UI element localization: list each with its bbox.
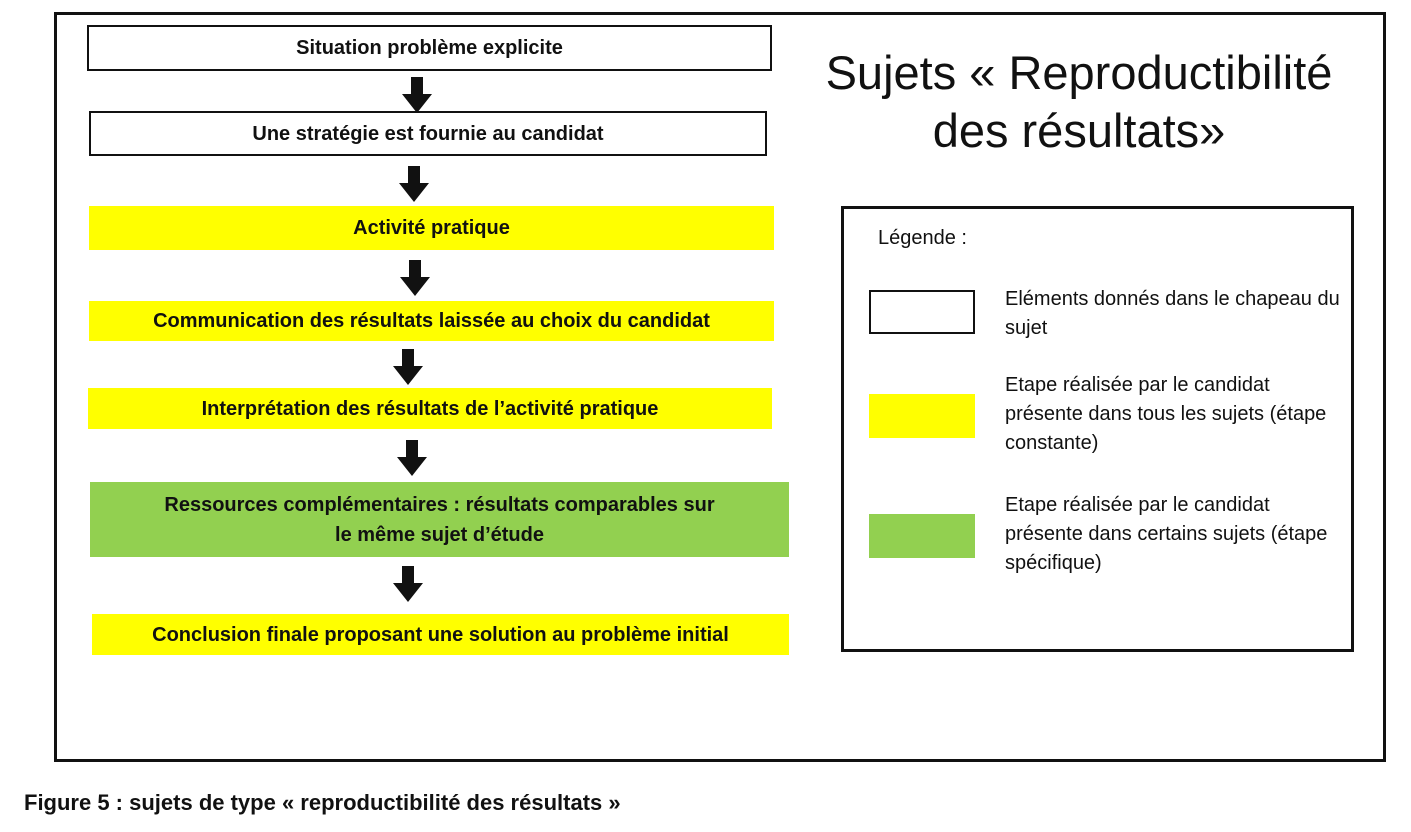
down-arrow-icon <box>402 77 432 113</box>
legend-swatch-specific <box>869 514 975 558</box>
down-arrow-icon <box>397 440 427 476</box>
down-arrow-icon <box>399 166 429 202</box>
down-arrow-icon <box>400 260 430 296</box>
step-ressources-complementaires: Ressources complémentaires : résultats comparables sur le même sujet d’étude <box>90 482 789 557</box>
diagram-title: Sujets « Reproductibilité des résultats» <box>825 46 1333 157</box>
legend-swatch-given <box>869 290 975 334</box>
figure-caption: Figure 5 : sujets de type « reproductibilité des résultats » <box>24 790 621 815</box>
step-activite-pratique: Activité pratique <box>89 206 774 250</box>
legend-text-given: Eléments donnés dans le chapeau du sujet <box>1005 288 1340 339</box>
step-situation-probleme: Situation problème explicite <box>87 25 772 71</box>
step-communication-resultats: Communication des résultats laissée au choix du candidat <box>89 301 774 341</box>
step-interpretation-resultats: Interprétation des résultats de l’activité pratique <box>88 388 772 429</box>
down-arrow-icon <box>393 566 423 602</box>
legend-title: Légende : <box>878 227 967 249</box>
step-conclusion-finale: Conclusion finale proposant une solution au problème initial <box>92 614 789 655</box>
legend-text-constant: Etape réalisée par le candidat présente dans tous les sujets (étape constante) <box>1005 374 1327 454</box>
down-arrow-icon <box>393 349 423 385</box>
legend-swatch-constant <box>869 394 975 438</box>
legend-box <box>841 206 1354 652</box>
step-strategie-fournie: Une stratégie est fournie au candidat <box>89 111 767 156</box>
legend-text-specific: Etape réalisée par le candidat présente dans certains sujets (étape spécifique) <box>1005 494 1328 574</box>
